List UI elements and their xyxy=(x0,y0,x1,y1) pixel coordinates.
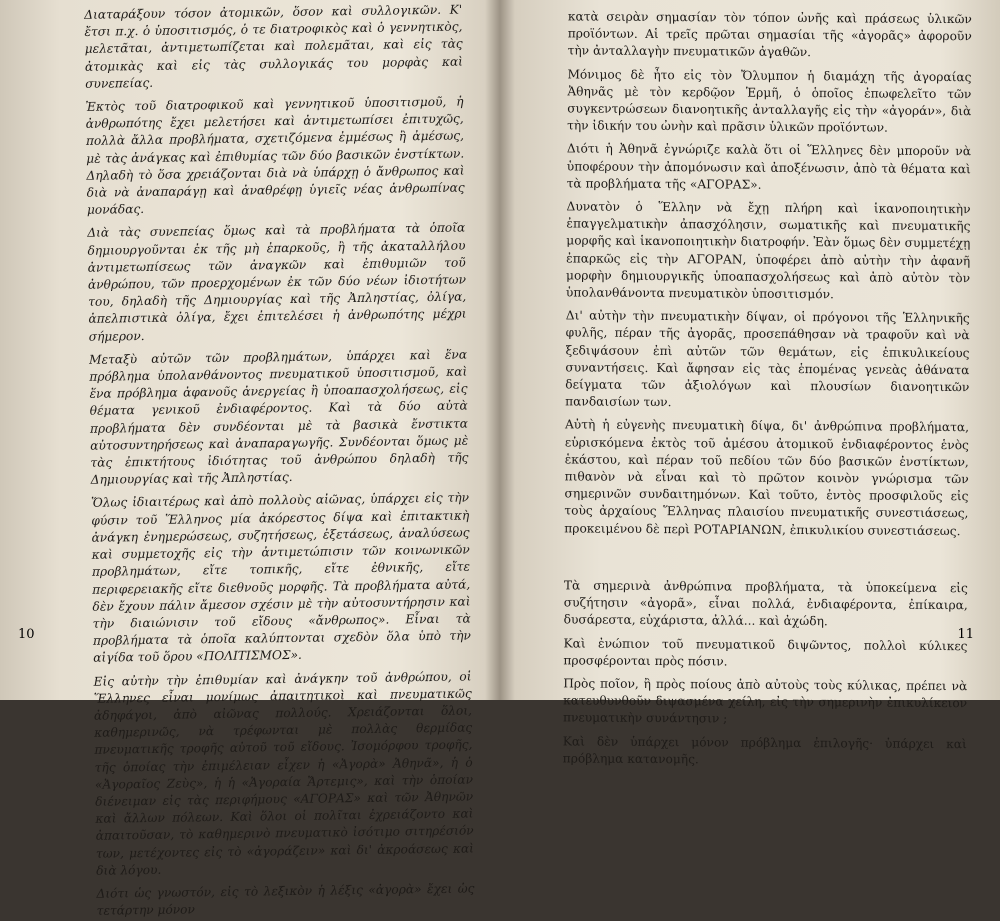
paragraph: κατὰ σειρὰν σημασίαν τὸν τόπον ὠνῆς καὶ πράσεως ὑλικῶν προϊόντων. Αἱ τρεῖς πρῶται σημασίαι τῆς «ἀγορᾶς» ἀφοροῦν τὴν ἀνταλλαγὴν πνευματικῶν ἀγαθῶν. xyxy=(567,9,972,60)
right-page xyxy=(505,0,1000,767)
paragraph: Μόνιμος δὲ ἦτο εἰς τὸν Ὄλυμπον ἡ διαμάχη τῆς ἀγοραίας Ἀθηνᾶς μὲ τὸν κερδῷον Ἑρμῆ, ὁ ὁποῖος ἐπωφελεῖτο τῶν συγκεντρώσεων διανοητικῆς ἀνταλλαγῆς εἰς τὴν «ἀγοράν», διὰ τὴν ἰδικήν του ὠνὴν καὶ πρᾶσιν ὑλικῶν προϊόντων. xyxy=(567,67,972,135)
paragraph: Εἰς αὐτὴν τὴν ἐπιθυμίαν καὶ ἀνάγκην τοῦ ἀνθρώπου, οἱ Ἕλληνες εἶναι μονίμως ἀπαιτητικοὶ καὶ πνευματικῶς ἀδηφάγοι, ἀπὸ αἰῶνας πολλούς. Χρειάζονται ὅλοι, καθημερινῶς, νὰ τρέφωνται μὲ πολλὰς θερμίδας πνευματικῆς τροφῆς αὐτοῦ τοῦ εἴδους. Ἰσομόρφου τροφῆς, τῆς ὁποίας τὴν ἐπιμέλειαν εἶχεν ἡ «Ἀγορὰ» Ἀθηνᾶ», ἡ ὁ «Ἀγοραῖος Ζεὺς», ἡ ἡ «Ἀγοραία Ἄρτεμις», καὶ τὴν ὁποίαν διένειμαν εἰς τὰς περιφήμους «ΑΓΟΡΑΣ» καὶ τῶν Ἀθηνῶν καὶ ἄλλων πόλεων. Καὶ ὅλοι οἱ πολῖται ἐχρειάζοντο καὶ ἀπαιτοῦσαν, τὸ καθημερινὸ πνευματικὸ ἰσότιμο σιτηρέσιόν των, μετέχοντες εἰς τὸ «ἀγοράζειν» καὶ δι' ἀκροάσεως καὶ διὰ λόγου. xyxy=(93,668,474,878)
paragraph: Πρὸς ποῖον, ἢ πρὸς ποίους ἀπὸ αὐτοὺς τοὺς κύλικας, πρέπει νὰ κατευθυνθοῦν διψασμένα χείλη, εἰς τὴν σημερινὴν ἐπικυλίκειον πνευματικὴν συνάντησιν ; xyxy=(562,676,968,726)
paragraph: Καὶ ἐνώπιον τοῦ πνευματικοῦ διψῶντος, πολλοὶ κύλικες προσφέρονται πρὸς πόσιν. xyxy=(563,635,968,669)
paragraph: Καὶ δὲν ὑπάρχει μόνον πρόβλημα ἐπιλογῆς· ὑπάρχει καὶ πρόβλημα κατανομῆς. xyxy=(562,733,967,767)
paragraph: Δυνατὸν ὁ Ἕλλην νὰ ἔχῃ πλήρη καὶ ἱκανοποιητικὴν ἐπαγγελματικὴν ἀπασχόλησιν, σωματικῆς καὶ πνευματικῆς μορφῆς καὶ ἱκανοποιητικὴν διατροφήν. Ἐὰν ὅμως δὲν συμμετέχῃ ἐπαρκῶς εἰς τὴν ΑΓΟΡΑΝ, ὑποφέρει ἀπὸ αὐτὴν τὴν ἀφανῆ μορφὴν δημιουργικῆς ὑποαπασχολήσεως καὶ ἀπὸ αὐτὸν τὸν ὑπολανθάνοντα πνευματικὸν ὑποσιτισμόν. xyxy=(565,199,971,302)
left-page xyxy=(0,0,500,918)
paragraph: Μεταξὺ αὐτῶν τῶν προβλημάτων, ὑπάρχει καὶ ἕνα πρόβλημα ὑπολανθάνοντος πνευματικοῦ ὑποσιτισμοῦ, καὶ ἕνα πρόβλημα ἀφανοῦς ἀνεργείας ἢ ὑποαπασχολήσεως, εἰς θέματα γενικοῦ ἐνδιαφέροντος. Καὶ τὰ δύο αὐτὰ προβλήματα δὲν συνδέονται μὲ τὰ βασικὰ ἔνστικτα αὐτοσυντηρήσεως καὶ ἀναπαραγωγῆς. Συνδέονται ὅμως μὲ τὰς ἐπικτήτους ἰδιότητας τοῦ ἀνθρώπου δηλαδὴ τῆς Δημιουργίας καὶ τῆς Ἀπληστίας. xyxy=(88,347,469,488)
paragraph: Διαταράξουν τόσον ἀτομικῶν, ὅσον καὶ συλλογικῶν. Κ' ἔτσι π.χ. ὁ ὑποσιτισμός, ὁ τε διατροφικὸς καὶ ὁ γεννητικὸς, μελετᾶται, ἀντιμετωπίζεται καὶ πολεμᾶται, καὶ εἰς τὰς ἀτομικὰς καὶ εἰς τὰς συλλογικάς του μορφὰς καὶ συνεπείας. xyxy=(84,2,463,91)
paragraph: Διότι ὡς γνωστόν, εἰς τὸ λεξικὸν ἡ λέξις «ἀγορὰ» ἔχει ὡς τετάρτην μόνον xyxy=(96,881,475,918)
section-gap xyxy=(564,543,968,580)
paragraph: Διότι ἡ Ἀθηνᾶ ἐγνώριζε καλὰ ὅτι οἱ Ἕλληνες δὲν μποροῦν νὰ ὑποφέρουν τὴν ἀπομόνωσιν καὶ ἀποξένωσιν, ἀπὸ τὰ θέματα καὶ τὰ προβλήματα τῆς «ΑΓΟΡΑΣ». xyxy=(566,141,972,192)
paragraph: Αὐτὴ ἡ εὐγενὴς πνευματικὴ δίψα, δι' ἀνθρώπινα προβλήματα, εὑρισκόμενα ἐκτὸς τοῦ ἀμέσου ἀτομικοῦ ἐνδιαφέροντος ἑνὸς ἑκάστου, καὶ πέραν τοῦ πεδίου τῶν δύο βασικῶν ἐνστίκτων, πιθανὸν νὰ εἶναι καὶ τὸ πρῶτον κοινὸν γνώρισμα τῶν σημερινῶν συνδαιτημόνων. Καὶ τοῦτο, ἐντὸς προσφιλοῦς εἰς τοὺς ἀρχαίους Ἕλληνας πλαισίου πνευματικῆς συνεστιάσεως, προκειμένου δὲ περὶ ΡΟΤΑΡΙΑΝΩΝ, ἐπικυλικίου συνεστιάσεως. xyxy=(564,417,970,538)
paragraph: Τὰ σημερινὰ ἀνθρώπινα προβλήματα, τὰ ὑποκείμενα εἰς συζήτησιν «ἀγορᾶ», εἶναι πολλά, ἐνδιαφέροντα, ἐπίκαιρα, δυσάρεστα, εὐχάριστα, ἀλλά... καὶ ἀχώδη. xyxy=(563,578,968,629)
paragraph: Ὅλως ἰδιαιτέρως καὶ ἀπὸ πολλοὺς αἰῶνας, ὑπάρχει εἰς τὴν φύσιν τοῦ Ἕλληνος μία ἀκόρεστος δίψα καὶ ἐπιτακτικὴ ἀνάγκη ἐνημερώσεως, συζητήσεως, ἐξετάσεως, ἀναλύσεως καὶ συμμετοχῆς εἰς τὴν ἀντιμετώπισιν τῶν κοινωνικῶν προβλημάτων, εἴτε τοπικῆς, εἴτε ἐθνικῆς, εἴτε περιφερειακῆς εἴτε διεθνοῦς μορφῆς. Τὰ προβλήματα αὐτά, δὲν ἔχουν πάλιν ἄμεσον σχέσιν μὲ τὴν αὐτοσυντήρησιν καὶ τὴν διαιώνισιν τοῦ εἴδους «ἄνθρωπος». Εἶναι τὰ προβλήματα τὰ ὁποῖα καλύπτονται σχεδὸν ὅλα ὑπὸ τὴν αἰγίδα τοῦ ὅρου «ΠΟΛΙΤΙΣΜΟΣ». xyxy=(90,490,472,666)
paragraph: Διὰ τὰς συνεπείας ὅμως καὶ τὰ προβλήματα τὰ ὁποῖα δημιουργοῦνται ἐκ τῆς μὴ ἐπαρκοῦς, ἢ τῆς ἀκαταλλήλου ἀντιμετωπίσεως τῶν ἀναγκῶν καὶ ἐπιθυμιῶν τοῦ ἀνθρώπου, τῶν προερχομένων ἐκ τῶν δύο νέων ἰδιοτήτων του, δηλαδὴ τῆς Δημιουργίας καὶ τῆς Ἀπληστίας, ὀλίγα, ἀπελπιστικὰ ὀλίγα, ἔχει ἐπιτελέσει ἡ ἀνθρωπότης μέχρι σήμερον. xyxy=(87,220,467,344)
paragraph: Δι' αὐτὴν τὴν πνευματικὴν δίψαν, οἱ πρόγονοι τῆς Ἑλληνικῆς φυλῆς, πέραν τῆς ἀγορᾶς, προσεπάθησαν νὰ τραφοῦν καὶ νὰ ξεδιψάσουν ἐπὶ αὐτῶν τῶν θεμάτων, εἰς ἐπικυλικείους συναντήσεις. Καὶ ἄφησαν εἰς τὰς ἑπομένας γενεὰς ἀθάνατα δείγματα τῶν ἀξιολόγων καὶ πλουσίων διανοητικῶν πανδαισίων των. xyxy=(565,308,970,410)
page-number-left: 10 xyxy=(18,627,35,642)
page-number-right: 11 xyxy=(957,627,974,642)
paragraph: Ἐκτὸς τοῦ διατροφικοῦ καὶ γεννητικοῦ ὑποσιτισμοῦ, ἡ ἀνθρωπότης ἔχει μελετήσει καὶ ἀντιμετωπίσει ἐπιτυχῶς, πολλὰ ἄλλα προβλήματα, σχετιζόμενα ἐμμέσως ἢ ἀμέσως, μὲ τὰς ἀνάγκας καὶ ἐπιθυμίας τῶν δύο βασικῶν ἐνστίκτων. Δηλαδὴ τὸ ὅσα χρειάζονται διὰ νὰ ὑπάρχῃ ὁ ἄνθρωπος καὶ διὰ νὰ ἀναπαράγῃ καὶ ἀναθρέφῃ ὑγιεῖς νέας ἀνθρωπίνας μονάδας. xyxy=(85,94,465,218)
